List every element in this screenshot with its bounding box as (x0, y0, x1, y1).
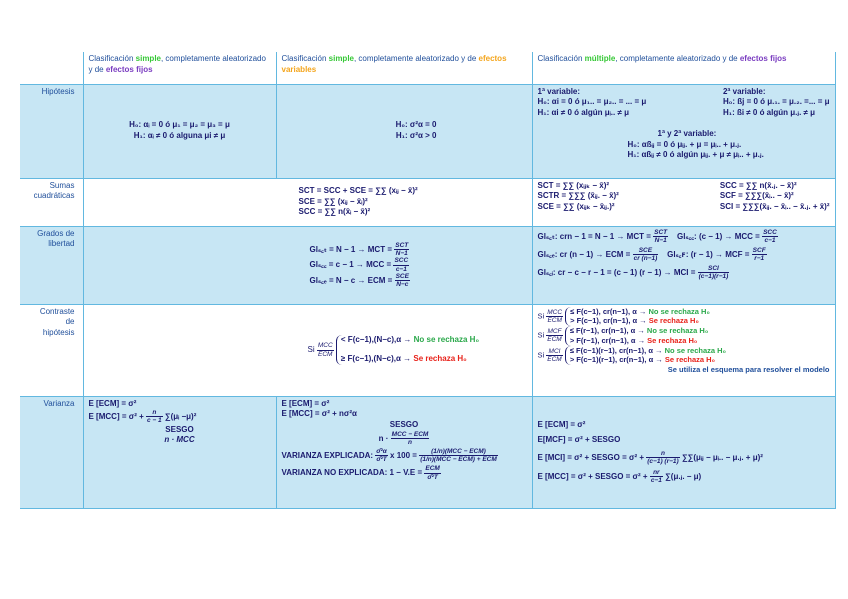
contraste-mcc: Si $\frac{\text{MCC}}{\text{ECM}}$ ≤ F(c−1), cr(n−1), α → No se rechaza H₀ > F(c−1), cr(n−1), α → Se rechaza H₀ (537, 306, 710, 326)
contraste-simple: Si $\frac{\text{MCC}}{\text{ECM}}$ < F(c−1),(N−c),α → No se rechaza H₀ ≥ F(c−1),(N−c),α → Se rechaza H₀ (83, 304, 532, 396)
sctr-multiple: SCTR = ∑∑∑ (x̄ᵢⱼ. − x̄)² (537, 191, 619, 201)
scf-multiple: SCF = ∑∑∑(x̄ᵢ.. − x̄)² (719, 191, 794, 201)
row-label-hipotesis: Hipótesis (20, 84, 83, 178)
corner-cell (20, 52, 83, 84)
gl-scf-multiple: Glₛ꜀ꜰ: (r − 1) → MCF = (667, 249, 750, 259)
row-label-contraste: Contraste de hipótesis (20, 304, 83, 396)
contraste-mcf: Si $\frac{\text{MCF}}{\text{ECM}}$ ≤ F(r−1), cr(n−1), α → No se rechaza H₀ > F(r−1), cr(n−1), α → Se rechaza H₀ (537, 326, 709, 345)
row-label-varianza: Varianza (20, 396, 83, 508)
contraste-simple-reject: ≥ F(c−1),(N−c),α → Se rechaza H₀ (340, 354, 467, 363)
header-row (20, 52, 835, 84)
e-ecm-fijos: E [ECM] = σ² (88, 398, 137, 408)
e-mcf-multiple: E[MCF] = σ² + SESGO (537, 434, 621, 444)
contraste-multiple (532, 304, 835, 396)
e-mcc-fijos: E [MCC] = σ² + $\frac{n}{c - 1}$ ∑(μᵢ −μ)² (88, 409, 197, 425)
gl-sct-multiple: Glₛ꜀ₜ: crn − 1 = N − 1 → MCT = $\frac{\text{SCT}}{N-1}$ Glₛ꜀꜀: (c − 1) → MCC = $\frac{\text{SCC}}{c-1}$ (537, 228, 777, 244)
sesgo-variables: SESGO (389, 420, 419, 430)
var2-h0: H₀: ßj = 0 ó μ.₁. = μ.₂. =... = μ (722, 97, 830, 107)
header-col-simple-variables: Clasificación simple, completamente aleatorizado y de efectos variables (276, 52, 532, 84)
hipotesis-multiple (532, 84, 835, 178)
varianza-multiple (532, 396, 835, 508)
gl-scf-frac: $\frac{\text{SCF}}{r-1}$ (752, 246, 766, 262)
varianza-no-explicada: VARIANZA NO EXPLICADA: 1 − V.E = $\frac{\text{ECM}}{\text{σ̂²T}}$ (281, 465, 440, 481)
hipotesis-simple-variables (276, 84, 532, 178)
gl-sce-multiple: Glₛ꜀ₑ: cr (n − 1) → ECM = $\frac{\text{SCE}}{cr (n-1)}$ Glₛ꜀ꜰ: (r − 1) → MCF = $\frac{\text{SCF}}{r-1}$ (537, 246, 766, 262)
sct-simple: SCT = SCC + SCE = ∑∑ (xᵢⱼ − x̄)² (298, 185, 418, 195)
header-col-simple-fijos: Clasificación simple, completamente aleatorizado y de efectos fijos (83, 52, 276, 84)
contraste-simple-accept: < F(c−1),(N−c),α → No se rechaza H₀ (340, 335, 480, 345)
anova-summary-table (20, 52, 836, 509)
e-ecm-variables: E [ECM] = σ² (281, 398, 330, 408)
hipotesis-simple-fijos (83, 84, 276, 178)
sci-multiple: SCI = ∑∑∑(x̄ᵢⱼ. − x̄ᵢ.. − x̄.ⱼ. + x̄)² (719, 202, 830, 212)
grados-simple (83, 226, 532, 304)
sumas-multiple (532, 178, 835, 226)
row-label-sumas: Sumas cuadráticas (20, 178, 83, 226)
row-contraste (20, 304, 835, 396)
var1-h1: H₁: αi ≠ 0 ó algún μᵢ.. ≠ μ (537, 108, 629, 118)
gl-scc-frac: $\frac{\text{SCC}}{c-1}$ (763, 228, 777, 244)
header-col-multiple-fijos: Clasificación múltiple, completamente aleatorizado y de efectos fijos (532, 52, 835, 84)
n-mcc-fijos: n · MCC (164, 435, 195, 445)
grados-multiple (532, 226, 835, 304)
gl-sce-simple: Glₛ꜀ₑ = N − c → ECM = $\frac{\text{SCE}}{N-c}$ (309, 272, 409, 288)
e-mcc-variables: E [MCC] = σ² + nσ²α (281, 409, 357, 419)
var2-title: 2ª variable: (722, 86, 766, 96)
e-mcc-multiple: E [MCC] = σ² + SESGO = σ² + $\frac{nr}{c-1}$ ∑(μ.ⱼ. − μ) (537, 468, 702, 484)
var1-title: 1ª variable: (537, 86, 581, 96)
row-hipotesis (20, 84, 835, 178)
row-sumas (20, 178, 835, 226)
gl-scc-simple: Glₛ꜀꜀ = c − 1 → MCC = $\frac{\text{SCC}}{c-1}$ (309, 257, 409, 273)
scc-simple: SCC = ∑∑ n(x̄ᵢ − x̄)² (298, 207, 371, 217)
h0-fijos: H₀: αᵢ = 0 ó μ₁ = μ₂ = μ₃ = μ (129, 120, 230, 130)
varianza-explicada: VARIANZA EXPLICADA: $\frac{\text{σ̂²α}}{\text{σ̂²T}}$ x 100 = $\frac{\text{(1/n)(MCC − ECM)}}{\text{(1/n)(MCC − ECM) + ECM}}$ (281, 448, 497, 464)
contraste-simple-brace (336, 335, 479, 365)
gl-scc-multiple: Glₛ꜀꜀: (c − 1) → MCC = (677, 231, 760, 241)
varianza-simple-fijos (83, 396, 276, 508)
scc-multiple: SCC = ∑∑ n(x̄.ⱼ. − x̄)² (719, 180, 797, 190)
e-ecm-multiple: E [ECM] = σ² (537, 419, 586, 429)
h1-variables: H₁: σ²α > 0 (395, 131, 437, 140)
row-varianza (20, 396, 835, 508)
var12-title: 1ª y 2ª variable: (657, 128, 717, 138)
sce-multiple: SCE = ∑∑ (xᵢⱼₖ − x̄ᵢⱼ.)² (537, 202, 615, 212)
contraste-note: Se utiliza el esquema para resolver el modelo (667, 365, 830, 374)
contraste-mci: Si $\frac{\text{MCI}}{\text{ECM}}$ ≤ F(c−1)(r−1), cr(n−1), α → No se rechaza H₀ > F(c−1)(r−1), cr(n−1), α → Se rechaza H₀ (537, 345, 726, 365)
gl-sci-multiple: Glₛ꜀ᵢ: cr − c − r − 1 = (c − 1) (r − 1) → MCI = $\frac{\text{SCI}}{(c-1)(r-1)}$ (537, 265, 729, 281)
sct-multiple: SCT = ∑∑ (xᵢⱼₖ − x̄)² (537, 180, 610, 190)
sce-simple: SCE = ∑∑ (xᵢⱼ − x̄ᵢ)² (298, 196, 368, 206)
var1-h0: H₀: αi = 0 ó μ₁.. = μ₂.. = ... = μ (537, 97, 647, 107)
var2-h1: H₁: ßi ≠ 0 ó algún μ.ⱼ. ≠ μ (722, 108, 816, 118)
gl-sct-simple: Glₛ꜀ₜ = N − 1 → MCT = $\frac{\text{SCT}}{N-1}$ (309, 242, 409, 258)
varianza-simple-variables (276, 396, 532, 508)
sesgo-formula: n · $\frac{\text{MCC − ECM}}{n}$ (378, 430, 429, 447)
h1-fijos: H₁: αᵢ ≠ 0 ó alguna μi ≠ μ (133, 131, 226, 140)
sesgo-fijos: SESGO (165, 424, 194, 434)
h0-variables: H₀: σ²α = 0 (395, 120, 437, 130)
sumas-simple (83, 178, 532, 226)
var12-h0: H₀: αßᵢⱼ = 0 ó μᵢⱼ. + μ = μᵢ.. + μ.ⱼ. (627, 139, 742, 149)
var12-h1: H₁: αßᵢⱼ ≠ 0 ó algún μᵢⱼ. + μ ≠ μᵢ.. + μ.ⱼ. (627, 150, 764, 160)
row-label-grados: Grados de libertad (20, 226, 83, 304)
row-grados (20, 226, 835, 304)
e-mci-multiple: E [MCI] = σ² + SESGO = σ² + $\frac{n}{(c-1) (r-1)}$ ∑∑(μᵢⱼ − μᵢ.. − μ.ⱼ. + μ)² (537, 449, 763, 465)
